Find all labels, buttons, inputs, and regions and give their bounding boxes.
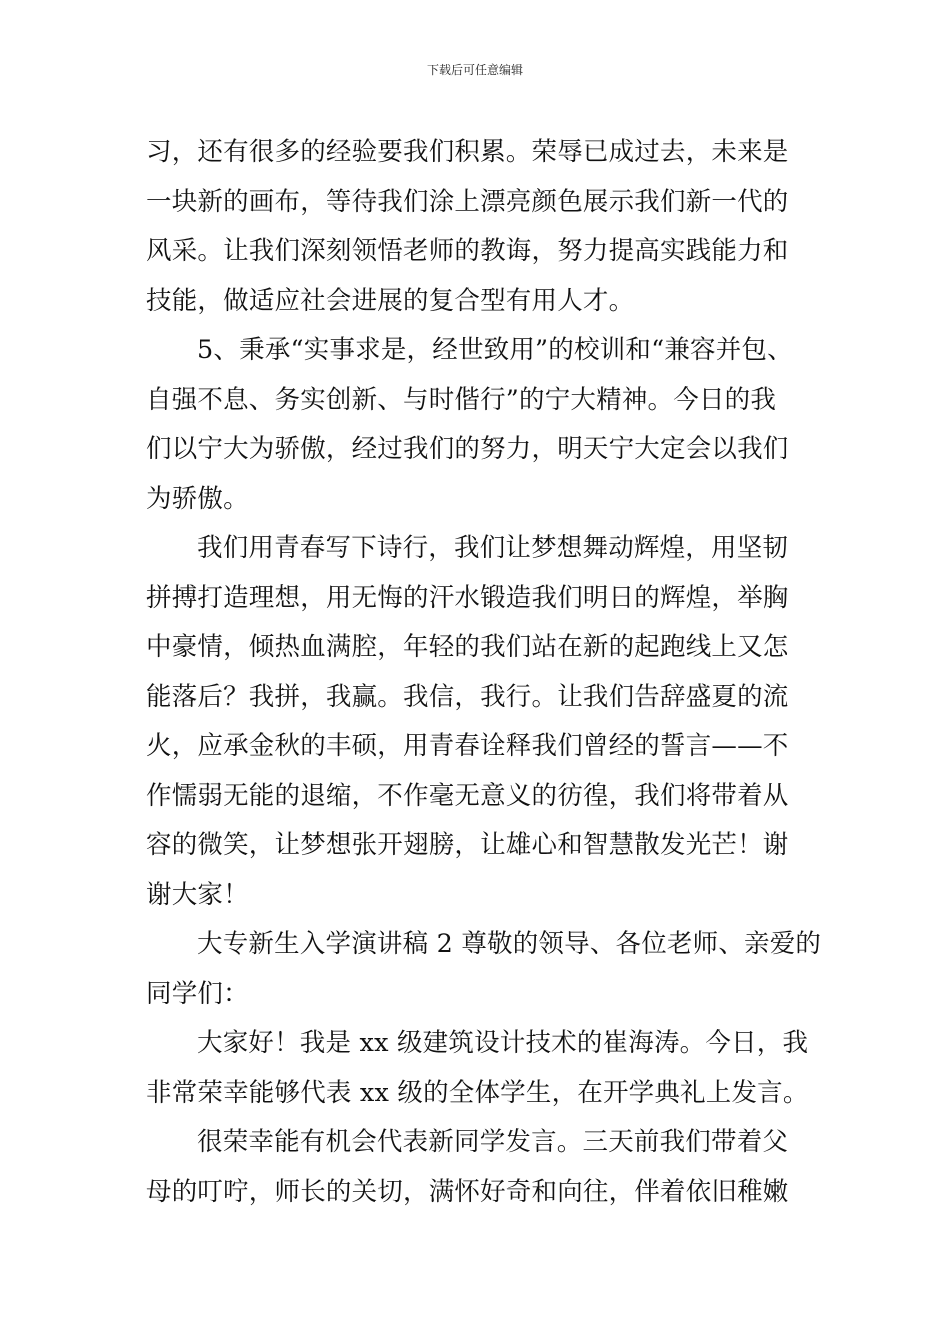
page-header: 下载后可任意编辑 <box>426 63 523 77</box>
text-line: 容的微笑，让梦想张开翅膀，让雄心和智慧散发光芒！谢 <box>146 830 789 860</box>
text-line: 为骄傲。 <box>146 483 249 514</box>
text-line: 母的叮咛，师长的关切，满怀好奇和向往，伴着依旧稚嫩 <box>146 1176 789 1207</box>
text-line: 风采。让我们深刻领悟老师的教诲，努力提高实践能力和 <box>146 236 789 266</box>
document-body <box>146 128 822 1217</box>
text-line: 非常荣幸能够代表 xx 级的全体学生，在开学典礼上发言。 <box>146 1077 809 1108</box>
text-line: 一块新的画布，等待我们涂上漂亮颜色展示我们新一代的 <box>146 186 789 217</box>
text-line: 同学们： <box>146 978 249 1009</box>
text-line: 们以宁大为骄傲，经过我们的努力，明天宁大定会以我们 <box>146 434 789 464</box>
text-line: 火，应承金秋的丰硕，用青春诠释我们曾经的誓言——不 <box>146 731 789 761</box>
text-line: 5、秉承“实事求是，经世致用”的校训和“兼容并包、 <box>197 335 793 365</box>
text-line: 自强不息、务实创新、与时偕行”的宁大精神。今日的我 <box>146 384 777 415</box>
text-line: 拼搏打造理想，用无悔的汗水锻造我们明日的辉煌，举胸 <box>146 582 789 613</box>
text-line: 作懦弱无能的退缩，不作毫无意义的彷徨，我们将带着从 <box>146 780 789 811</box>
text-line: 大专新生入学演讲稿 2 尊敬的领导、各位老师、亲爱的 <box>197 929 822 959</box>
text-line: 很荣幸能有机会代表新同学发言。三天前我们带着父 <box>197 1127 789 1157</box>
text-line: 我们用青春写下诗行，我们让梦想舞动辉煌，用坚韧 <box>197 533 789 563</box>
text-line: 谢大家！ <box>146 879 249 910</box>
text-line: 技能，做适应社会进展的复合型有用人才。 <box>146 285 635 316</box>
text-line: 习，还有很多的经验要我们积累。荣辱已成过去，未来是 <box>146 137 789 167</box>
text-line: 中豪情，倾热血满腔，年轻的我们站在新的起跑线上又怎 <box>146 632 789 662</box>
text-line: 大家好！我是 xx 级建筑设计技术的崔海涛。今日，我 <box>197 1028 809 1058</box>
text-line: 能落后？我拼，我赢。我信，我行。让我们告辞盛夏的流 <box>146 681 789 712</box>
